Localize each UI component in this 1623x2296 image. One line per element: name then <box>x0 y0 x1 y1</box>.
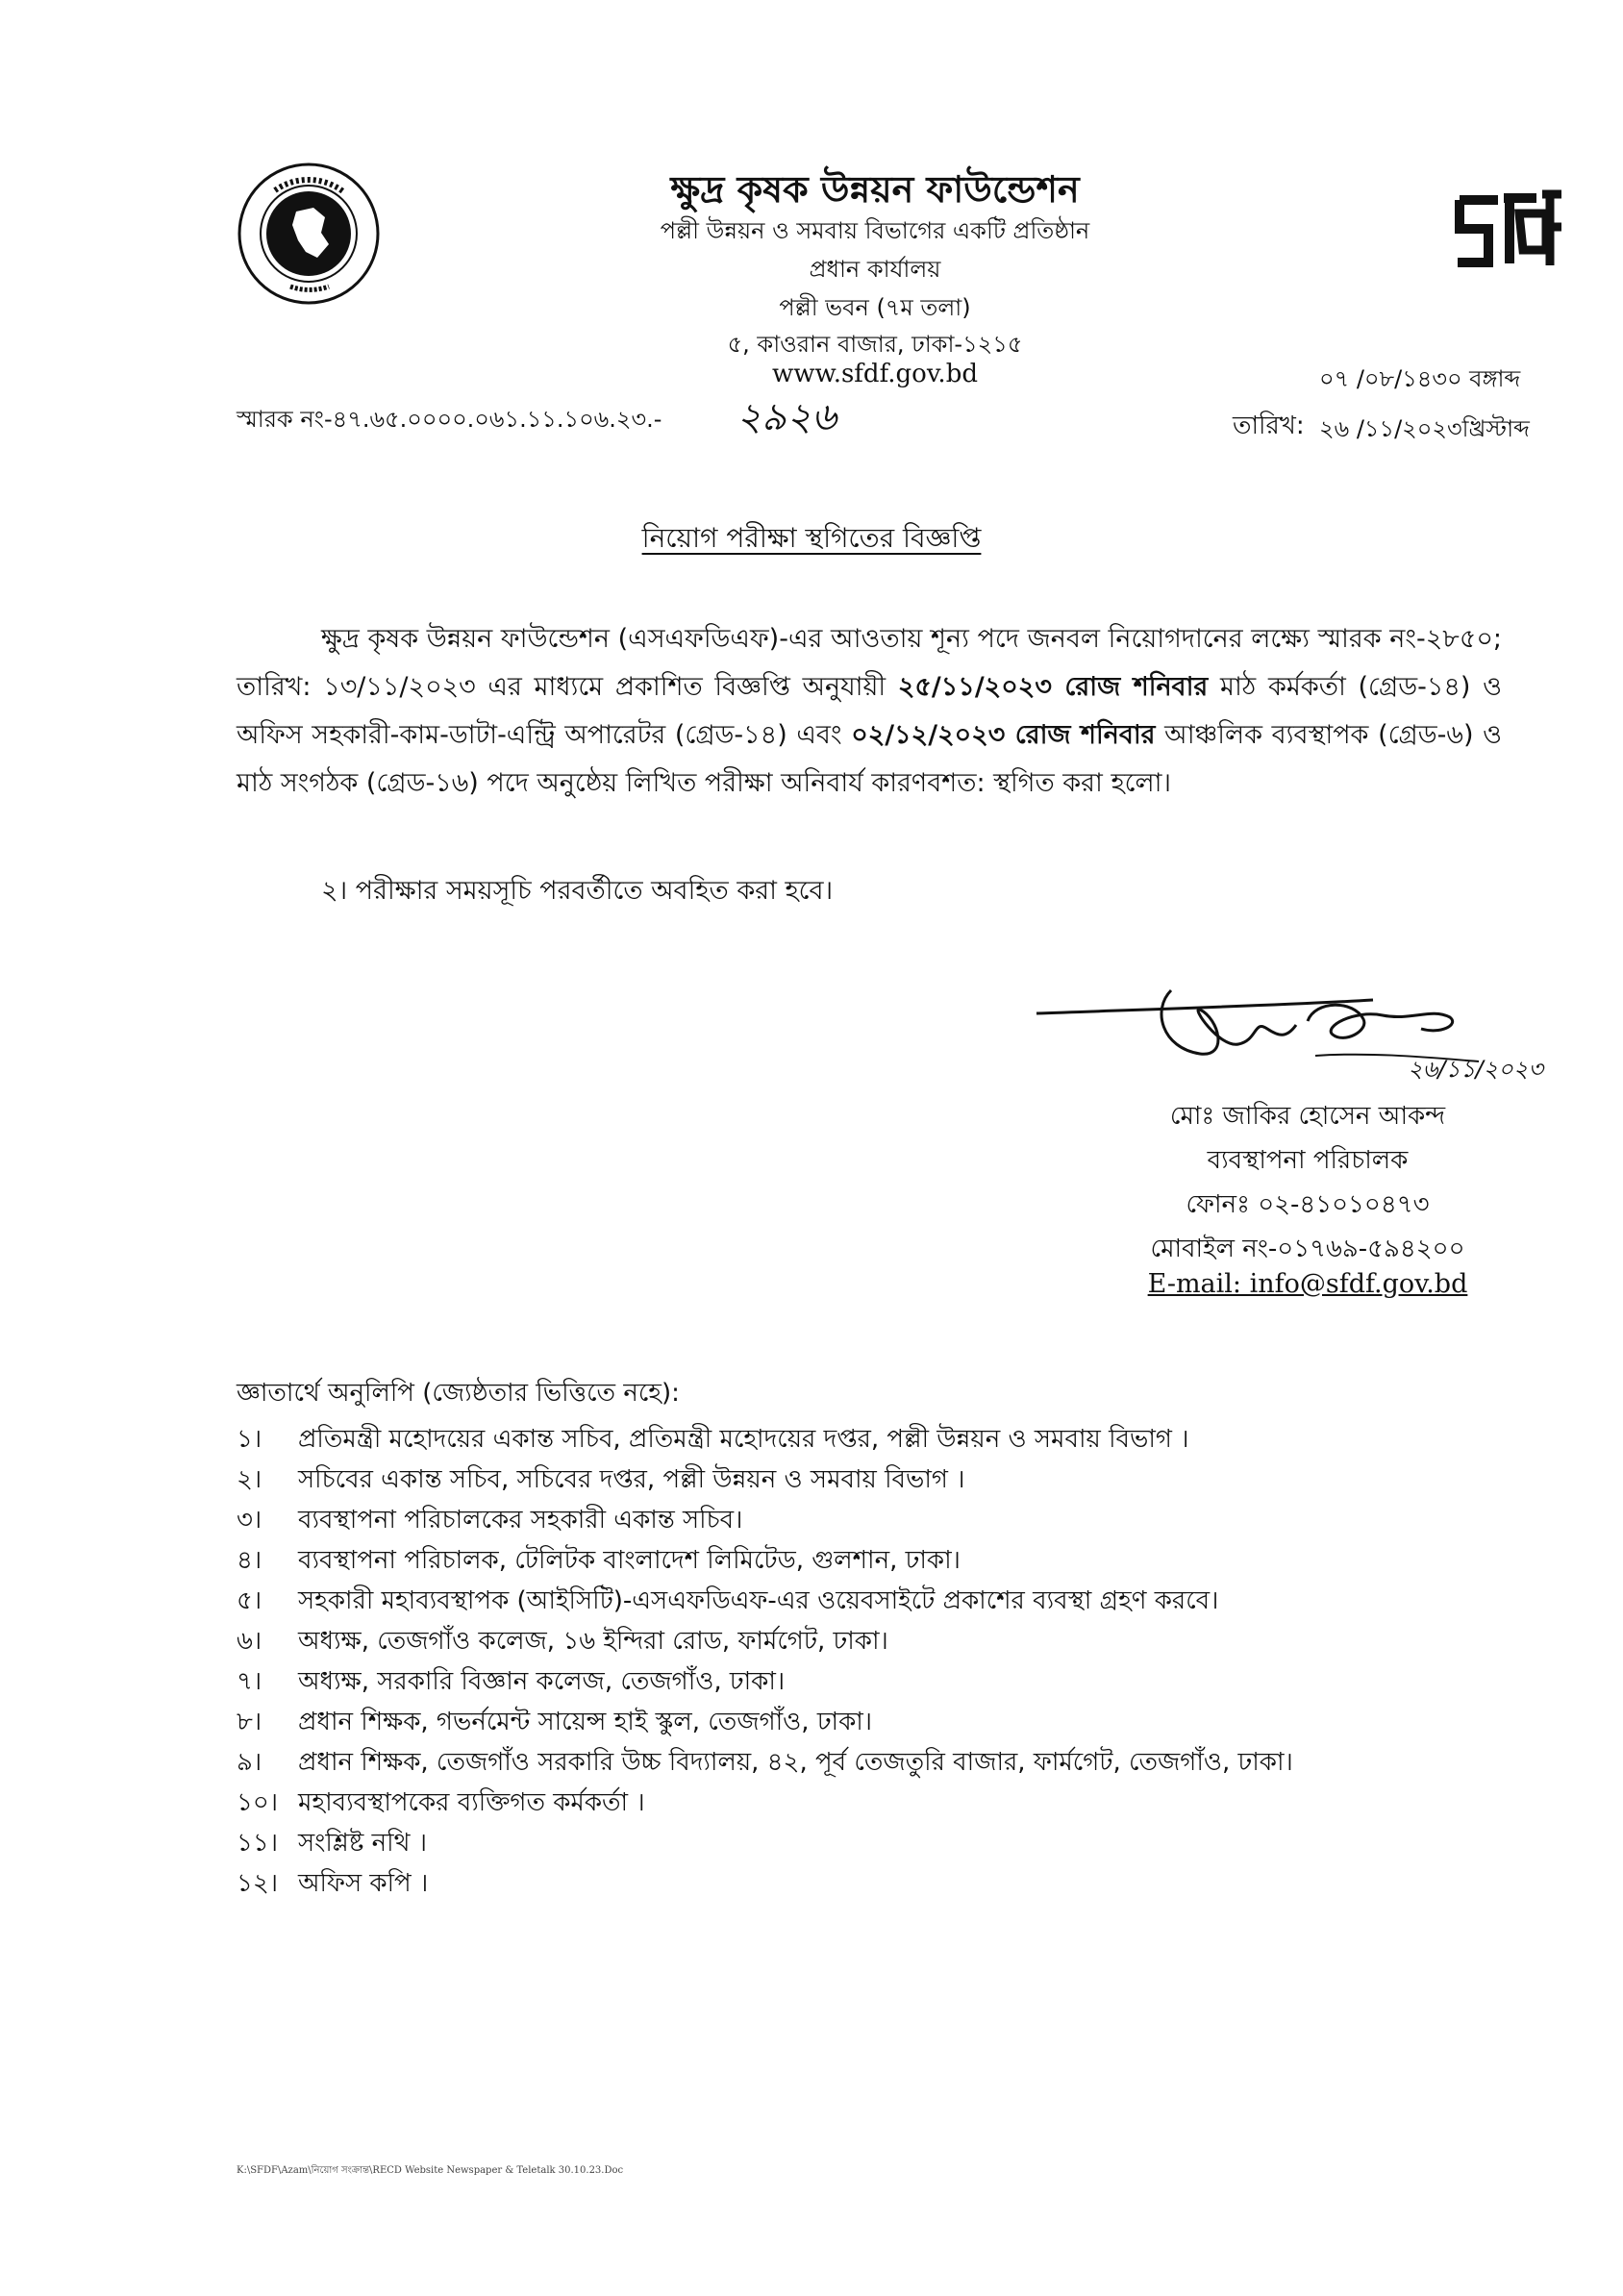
notice-title-text: নিয়োগ পরীক্ষা স্থগিতের বিজ্ঞপ্তি <box>641 522 982 554</box>
signer-name: মোঃ জাকির হোসেন আকন্দ <box>1169 1102 1446 1131</box>
handwritten-signature <box>1027 952 1543 1096</box>
signer-phone: ফোনঃ ০২-৪১০১০৪৭৩ <box>1186 1190 1430 1219</box>
organization-name: ক্ষুদ্র কৃষক উন্নয়ন ফাউন্ডেশন <box>670 168 1080 211</box>
list-item-number: ২। <box>237 1465 262 1494</box>
list-item-number: ৩। <box>237 1506 262 1535</box>
list-item-text: প্রধান শিক্ষক, তেজগাঁও সরকারি উচ্চ বিদ্যালয়, ৪২, পূর্ব তেজতুরি বাজার, ফার্মগেট, তেজগাঁও, ঢাকা। <box>298 1748 1293 1777</box>
list-item-number: ১১। <box>237 1829 279 1858</box>
signer-title: ব্যবস্থাপনা পরিচালক <box>1207 1146 1409 1175</box>
office-name: প্রধান কার্যালয় <box>809 256 941 283</box>
list-item <box>237 1419 1525 1460</box>
government-seal <box>237 162 381 306</box>
list-item-text: প্রধান শিক্ষক, গভর্নমেন্ট সায়েন্স হাই স্কুল, তেজগাঁও, ঢাকা। <box>298 1708 873 1736</box>
list-item <box>237 1500 1525 1540</box>
list-item-number: ৭। <box>237 1667 262 1696</box>
signer-email: E-mail: info@sfdf.gov.bd <box>1147 1269 1468 1299</box>
body-paragraph-1 <box>237 615 1502 808</box>
list-item-text: প্রতিমন্ত্রী মহোদয়ের একান্ত সচিব, প্রতিমন্ত্রী মহোদয়ের দপ্তর, পল্লী উন্নয়ন ও সমবায় বিভাগ । <box>298 1425 1189 1454</box>
building-name: পল্লী ভবন (৭ম তলা) <box>779 294 971 321</box>
list-item <box>237 1702 1525 1742</box>
body-text-c: মাঠ কর্মকর্তা (গ্রেড-১৪) ও অফিস সহকারী-কাম-ডাটা-এন্ট্রি অপারেটর (গ্রেড-১৪) এবং <box>237 672 1502 750</box>
list-item-text: সচিবের একান্ত সচিব, সচিবের দপ্তর, পল্লী উন্নয়ন ও সমবায় বিভাগ । <box>298 1465 965 1494</box>
list-item <box>237 1742 1525 1783</box>
memo-handwritten-number: ২৯২৬ <box>737 395 836 439</box>
list-item-text: অধ্যক্ষ, সরকারি বিজ্ঞান কলেজ, তেজগাঁও, ঢাকা। <box>298 1667 786 1696</box>
body-paragraph-2: ২। পরীক্ষার সময়সূচি পরবর্তীতে অবহিত করা হবে। <box>321 876 834 906</box>
list-item-number: ৯। <box>237 1748 262 1777</box>
memo-number: স্মারক নং-৪৭.৬৫.০০০০.০৬১.১১.১০৬.২৩.- <box>237 406 662 433</box>
date-label: তারিখ: <box>1233 412 1305 440</box>
list-item <box>237 1661 1525 1702</box>
list-item-text: ব্যবস্থাপনা পরিচালকের সহকারী একান্ত সচিব। <box>298 1506 743 1535</box>
list-item-number: ৮। <box>237 1708 262 1736</box>
list-item <box>237 1581 1525 1621</box>
list-item-number: ১০। <box>237 1788 279 1817</box>
list-item <box>237 1621 1525 1661</box>
exam-date-2: ০২/১২/২০২৩ রোজ শনিবার <box>851 720 1156 750</box>
body-text-e: আঞ্চলিক ব্যবস্থাপক (গ্রেড-৬) ও মাঠ সংগঠক (গ্রেড-১৬) পদে অনুষ্ঠেয় লিখিত পরীক্ষা অনিবার্য কারণবশত: স্থগিত করা হলো। <box>237 720 1502 798</box>
signer-mobile: মোবাইল নং-০১৭৬৯-৫৯৪২০০ <box>1150 1235 1465 1263</box>
list-item-text: সহকারী মহাব্যবস্থাপক (আইসিটি)-এসএফডিএফ-এর ওয়েবসাইটে প্রকাশের ব্যবস্থা গ্রহণ করবে। <box>298 1586 1219 1615</box>
footer-file-path: K:\SFDF\Azam\নিয়োগ সংক্রান্ত\RECD Website Newspaper & Teletalk 30.10.23.Doc <box>237 2165 624 2176</box>
signature-date: ২৬/১১/২০২৩ <box>1408 1056 1543 1083</box>
list-item <box>237 1540 1525 1581</box>
list-item <box>237 1863 1525 1904</box>
list-item-number: ১২। <box>237 1869 279 1898</box>
website-text: www.sfdf.gov.bd <box>772 360 978 388</box>
list-item-text: অধ্যক্ষ, তেজগাঁও কলেজ, ১৬ ইন্দিরা রোড, ফার্মগেট, ঢাকা। <box>298 1627 888 1656</box>
exam-date-1: ২৫/১১/২০২৩ রোজ শনিবার <box>897 672 1209 702</box>
list-item-number: ৫। <box>237 1586 262 1615</box>
cc-heading: জ্ঞাতার্থে অনুলিপি (জ্যেষ্ঠতার ভিত্তিতে নহে): <box>237 1379 680 1408</box>
list-item <box>237 1823 1525 1863</box>
list-item-number: ১। <box>237 1425 262 1454</box>
organization-subtitle: পল্লী উন্নয়ন ও সমবায় বিভাগের একটি প্রতিষ্ঠান <box>660 217 1090 244</box>
cc-list <box>237 1419 1525 1904</box>
notice-title <box>0 517 1623 562</box>
list-item <box>237 1783 1525 1823</box>
list-item-number: ৪। <box>237 1546 262 1575</box>
list-item-number: ৬। <box>237 1627 262 1656</box>
list-item-text: ব্যবস্থাপনা পরিচালক, টেলিটক বাংলাদেশ লিমিটেড, গুলশান, ঢাকা। <box>298 1546 961 1575</box>
list-item-text: অফিস কপি । <box>298 1869 429 1898</box>
date-bangla: ০৭ /০৮/১৪৩০ বঙ্গাব্দ <box>1319 365 1521 392</box>
sfdf-logo <box>1450 171 1565 287</box>
organization-address: ৫, কাওরান বাজার, ঢাকা-১২১৫ <box>727 331 1023 358</box>
list-item-text: সংশ্লিষ্ট নথি । <box>298 1829 427 1858</box>
body-text-a: ক্ষুদ্র কৃষক উন্নয়ন ফাউন্ডেশন (এসএফডিএফ)-এর আওতায় শূন্য পদে জনবল নিয়োগদানের লক্ষ্যে স্মারক নং-২৮৫০; তারিখ: ১৩/১১/২০২৩ এর মাধ্যমে প্রকাশিত বিজ্ঞপ্তি অনুযায়ী <box>237 624 1502 702</box>
list-item <box>237 1460 1525 1500</box>
list-item-text: মহাব্যবস্থাপকের ব্যক্তিগত কর্মকর্তা । <box>298 1788 645 1817</box>
date-gregorian: ২৬ /১১/২০২৩খ্রিস্টাব্দ <box>1319 415 1530 442</box>
